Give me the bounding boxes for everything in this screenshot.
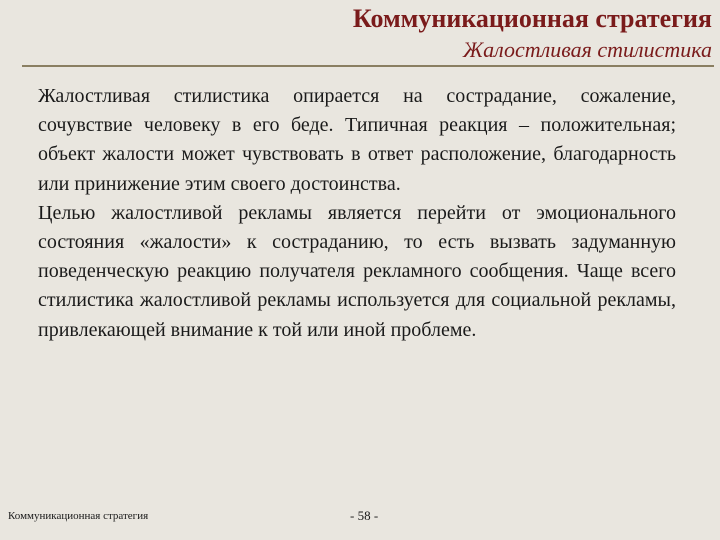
slide-body xyxy=(38,82,676,345)
body-paragraph-2: Целью жалостливой рекламы является перейти от эмоционального состояния «жалости» к состраданию, то есть вызвать задуманную поведенческую реакцию получателя рекламного сообщения. Чаще всего стилистика жалостливой рекламы используется для социальной рекламы, привлекающей внимание к той или иной проблеме. xyxy=(38,201,676,341)
slide-title: Коммуникационная стратегия xyxy=(352,4,712,33)
body-paragraph-1: Жалостливая стилистика опирается на сострадание, сожаление, сочувствие человеку в его беде. Типичная реакция – положительная; объект жалости может чувствовать в ответ расположение, благодарность или принижение этим своего достоинства. xyxy=(38,85,676,195)
page-number: - 58 - xyxy=(350,508,379,523)
header-divider xyxy=(22,65,714,67)
slide-subtitle: Жалостливая стилистика xyxy=(462,37,712,62)
footer-caption: Коммуникационная стратегия xyxy=(8,510,149,522)
